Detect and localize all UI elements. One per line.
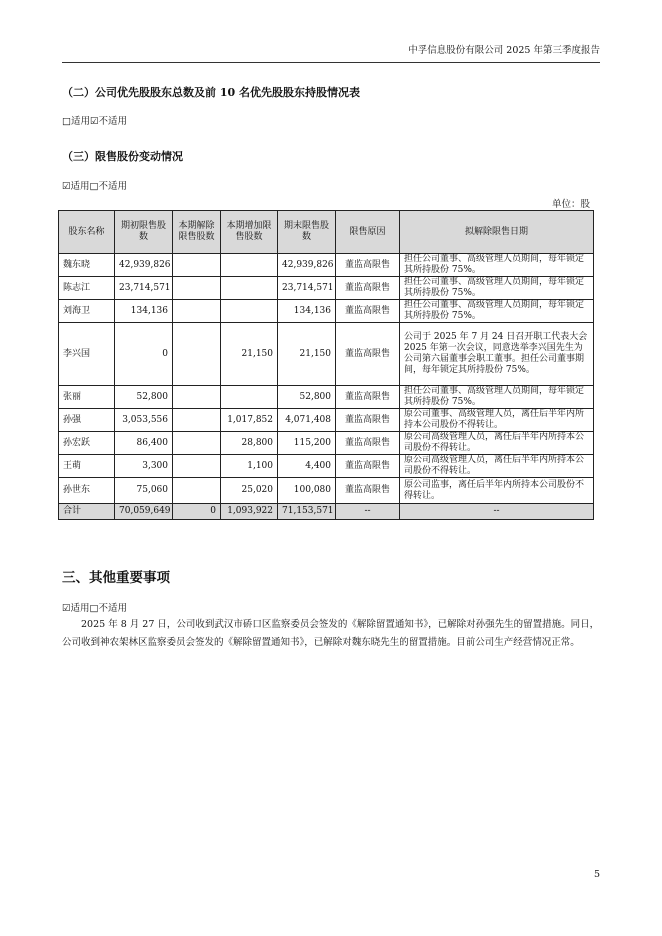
end-shares: 134,136 <box>278 300 336 323</box>
table-row <box>59 409 594 432</box>
shareholder-name: 王萌 <box>59 455 115 478</box>
shareholder-name: 孙宏跃 <box>59 432 115 455</box>
restriction-reason: 董监高限售 <box>336 323 400 386</box>
begin-shares: 0 <box>115 323 173 386</box>
shareholder-name: 孙世东 <box>59 478 115 504</box>
end-shares: 100,080 <box>278 478 336 504</box>
begin-shares: 75,060 <box>115 478 173 504</box>
restriction-reason: 董监高限售 <box>336 478 400 504</box>
release-date: 担任公司董事、高级管理人员期间，每年锁定其所持股份 75%。 <box>400 300 594 323</box>
table-row <box>59 386 594 409</box>
shareholder-name: 魏东晓 <box>59 254 115 277</box>
table-row <box>59 254 594 277</box>
shareholder-name: 陈志江 <box>59 277 115 300</box>
total-released-shares: 0 <box>173 504 221 520</box>
release-date: 公司于 2025 年 7 月 24 日召开职工代表大会 2025 年第一次会议，同意选举李兴国先生为公司第六届董事会职工董事。担任公司董事期间，每年锁定其所持股份 75%。 <box>400 323 594 386</box>
release-date: 原公司高级管理人员，离任后半年内所持本公司股份不得转让。 <box>400 455 594 478</box>
table-row <box>59 478 594 504</box>
table-row <box>59 455 594 478</box>
column-header-reason: 限售原因 <box>336 211 400 254</box>
column-header-date: 拟解除限售日期 <box>400 211 594 254</box>
added-shares: 28,800 <box>221 432 278 455</box>
begin-shares: 42,939,826 <box>115 254 173 277</box>
restriction-reason: 董监高限售 <box>336 386 400 409</box>
added-shares <box>221 277 278 300</box>
shareholder-name: 张丽 <box>59 386 115 409</box>
release-date: 担任公司董事、高级管理人员期间，每年锁定其所持股份 75%。 <box>400 277 594 300</box>
released-shares <box>173 455 221 478</box>
release-date: 原公司监事，离任后半年内所持本公司股份不得转让。 <box>400 478 594 504</box>
begin-shares: 3,300 <box>115 455 173 478</box>
total-added-shares: 1,093,922 <box>221 504 278 520</box>
added-shares <box>221 386 278 409</box>
begin-shares: 52,800 <box>115 386 173 409</box>
release-date: 原公司董事、高级管理人员，离任后半年内所持本公司股份不得转让。 <box>400 409 594 432</box>
restricted-shares-table <box>58 210 594 520</box>
preferred-shareholders-heading: （二）公司优先股股东总数及前 10 名优先股股东持股情况表 <box>62 86 360 99</box>
release-date: 担任公司董事、高级管理人员期间，每年锁定其所持股份 75%。 <box>400 254 594 277</box>
end-shares: 115,200 <box>278 432 336 455</box>
preferred-shareholders-applicability: □适用☑不适用 <box>62 116 127 127</box>
begin-shares: 134,136 <box>115 300 173 323</box>
column-header-name: 股东名称 <box>59 211 115 254</box>
total-reason: -- <box>336 504 400 520</box>
other-matters-applicability: ☑适用□不适用 <box>62 603 127 614</box>
restricted-shares-applicability: ☑适用□不适用 <box>62 181 127 192</box>
restriction-reason: 董监高限售 <box>336 455 400 478</box>
table-row <box>59 323 594 386</box>
released-shares <box>173 277 221 300</box>
begin-shares: 23,714,571 <box>115 277 173 300</box>
other-matters-paragraph: 2025 年 8 月 27 日，公司收到武汉市硚口区监察委员会签发的《解除留置通知书》，已解除对孙强先生的留置措施。同日，公司收到神农架林区监察委员会签发的《解除留置通知书》，已解除对魏东晓先生的留置措施。目前公司生产经营情况正常。 <box>62 619 600 648</box>
column-header-end: 期末限售股数 <box>278 211 336 254</box>
shareholder-name: 李兴国 <box>59 323 115 386</box>
table-row <box>59 277 594 300</box>
total-date: -- <box>400 504 594 520</box>
column-header-added: 本期增加限售股数 <box>221 211 278 254</box>
end-shares: 52,800 <box>278 386 336 409</box>
column-header-released: 本期解除限售股数 <box>173 211 221 254</box>
end-shares: 4,071,408 <box>278 409 336 432</box>
shareholder-name: 刘海卫 <box>59 300 115 323</box>
end-shares: 4,400 <box>278 455 336 478</box>
restriction-reason: 董监高限售 <box>336 277 400 300</box>
page-header: 中孚信息股份有限公司 2025 年第三季度报告 <box>62 44 600 63</box>
restriction-reason: 董监高限售 <box>336 300 400 323</box>
page-number: 5 <box>593 869 600 880</box>
released-shares <box>173 478 221 504</box>
added-shares <box>221 300 278 323</box>
table-row <box>59 300 594 323</box>
released-shares <box>173 386 221 409</box>
column-header-begin: 期初限售股数 <box>115 211 173 254</box>
total-row <box>59 504 594 520</box>
total-begin-shares: 70,059,649 <box>115 504 173 520</box>
added-shares: 1,017,852 <box>221 409 278 432</box>
other-matters-heading: 三、其他重要事项 <box>62 570 170 586</box>
restriction-reason: 董监高限售 <box>336 254 400 277</box>
released-shares <box>173 409 221 432</box>
added-shares: 1,100 <box>221 455 278 478</box>
end-shares: 23,714,571 <box>278 277 336 300</box>
table-row <box>59 432 594 455</box>
begin-shares: 3,053,556 <box>115 409 173 432</box>
table-header-row <box>59 211 594 254</box>
restricted-shares-heading: （三）限售股份变动情况 <box>62 150 183 163</box>
added-shares: 21,150 <box>221 323 278 386</box>
release-date: 担任公司董事、高级管理人员期间，每年锁定其所持股份 75%。 <box>400 386 594 409</box>
restriction-reason: 董监高限售 <box>336 409 400 432</box>
released-shares <box>173 254 221 277</box>
total-end-shares: 71,153,571 <box>278 504 336 520</box>
released-shares <box>173 300 221 323</box>
shareholder-name: 孙强 <box>59 409 115 432</box>
released-shares <box>173 432 221 455</box>
end-shares: 21,150 <box>278 323 336 386</box>
added-shares <box>221 254 278 277</box>
added-shares: 25,020 <box>221 478 278 504</box>
released-shares <box>173 323 221 386</box>
release-date: 原公司高级管理人员，离任后半年内所持本公司股份不得转让。 <box>400 432 594 455</box>
begin-shares: 86,400 <box>115 432 173 455</box>
restriction-reason: 董监高限售 <box>336 432 400 455</box>
total-label: 合计 <box>59 504 115 520</box>
end-shares: 42,939,826 <box>278 254 336 277</box>
unit-label: 单位：股 <box>551 199 590 210</box>
